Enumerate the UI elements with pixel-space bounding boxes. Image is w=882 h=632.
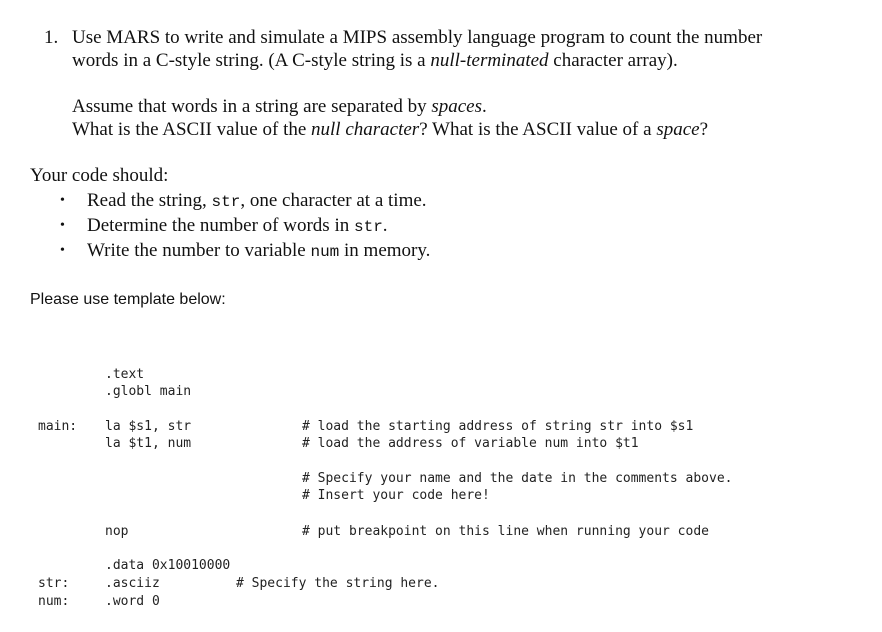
code-comment-insert-code: # Insert your code here! [302, 488, 490, 503]
code-word: .word 0 [105, 594, 160, 609]
requirement-item-3: • Write the number to variable num in memory. [60, 240, 431, 261]
bullet-icon: • [60, 193, 65, 208]
code-comment-specify-name: # Specify your name and the date in the comments above. [302, 471, 733, 486]
code-comment-string: # Specify the string here. [236, 576, 440, 591]
code-comment-load-num: # load the address of variable num into $t1 [302, 436, 639, 451]
requirement-item-2: • Determine the number of words in str. [60, 215, 388, 236]
bullet-icon: • [60, 243, 65, 258]
code-comment-load-str: # load the starting address of string str into $s1 [302, 419, 694, 434]
question-line-1: Use MARS to write and simulate a MIPS assembly language program to count the number [72, 27, 763, 48]
code-asciiz: .asciiz [105, 576, 160, 591]
question-number: 1. [44, 27, 59, 48]
code-la-t1: la $t1, num [105, 436, 192, 451]
code-main-label: main: [38, 419, 78, 434]
bullet-icon: • [60, 218, 65, 233]
ascii-question-line: What is the ASCII value of the null character? What is the ASCII value of a space? [72, 119, 709, 140]
code-nop: nop [105, 524, 129, 539]
requirement-item-1: • Read the string, str, one character at a time. [60, 190, 427, 211]
question-line-2: words in a C-style string. (A C-style string is a null-terminated character array). [72, 50, 678, 71]
code-text-directive: .text [105, 367, 145, 382]
code-str-label: str: [38, 576, 70, 591]
code-comment-breakpoint: # put breakpoint on this line when running your code [302, 524, 709, 539]
template-note: Please use template below: [30, 291, 226, 308]
code-num-label: num: [38, 594, 70, 609]
requirements-heading: Your code should: [30, 165, 169, 186]
code-data-directive: .data 0x10010000 [105, 558, 231, 573]
code-la-s1: la $s1, str [105, 419, 192, 434]
assume-line: Assume that words in a string are separated by spaces. [72, 96, 487, 117]
code-globl-directive: .globl main [105, 384, 192, 399]
